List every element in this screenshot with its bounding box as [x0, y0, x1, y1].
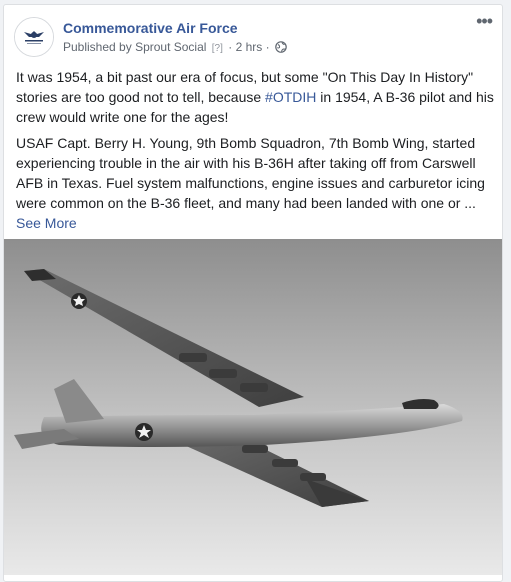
page-avatar[interactable]: [14, 17, 54, 57]
post-header: [4, 5, 502, 63]
more-options-icon[interactable]: •••: [476, 11, 492, 31]
see-more-link[interactable]: See More: [16, 215, 77, 231]
published-by-label: Published by: [63, 40, 132, 54]
globe-icon[interactable]: [275, 41, 287, 56]
post-photo[interactable]: [4, 239, 503, 575]
publisher-link[interactable]: Sprout Social: [135, 40, 207, 54]
help-link[interactable]: [?]: [211, 43, 223, 54]
post-card: [3, 4, 503, 582]
post-meta: [63, 40, 287, 56]
paragraph-1-start: It was 1954, a bit past our era of focus, but some "On This Day In History" stories are too good not to tell, because: [16, 69, 474, 105]
post-paragraph-1: [16, 67, 494, 127]
meta-separator: ·: [228, 40, 233, 54]
paragraph-2-text: USAF Capt. Berry H. Young, 9th Bomb Squadron, 7th Bomb Wing, started experiencing trouble in the air with his B-36H after taking off from Carswell AFB in Texas. Fuel system malfunctions, engine issues and carburetor icing were common on the B-36 fleet, and many had been landed with one or ...: [16, 135, 485, 211]
meta-separator-2: ·: [265, 40, 270, 54]
hashtag-link[interactable]: #OTDIH: [265, 89, 317, 105]
post-text: [16, 67, 494, 239]
b36-bomber-photo: [4, 239, 503, 575]
post-time-link[interactable]: 2 hrs: [235, 40, 263, 54]
paragraph-1-end: in 1954, A B-36 pilot and his crew would write one for the ages!: [16, 89, 494, 125]
caf-logo-icon: [15, 18, 53, 56]
page-name-link[interactable]: Commemorative Air Force: [63, 20, 238, 36]
post-paragraph-2: [16, 133, 494, 233]
